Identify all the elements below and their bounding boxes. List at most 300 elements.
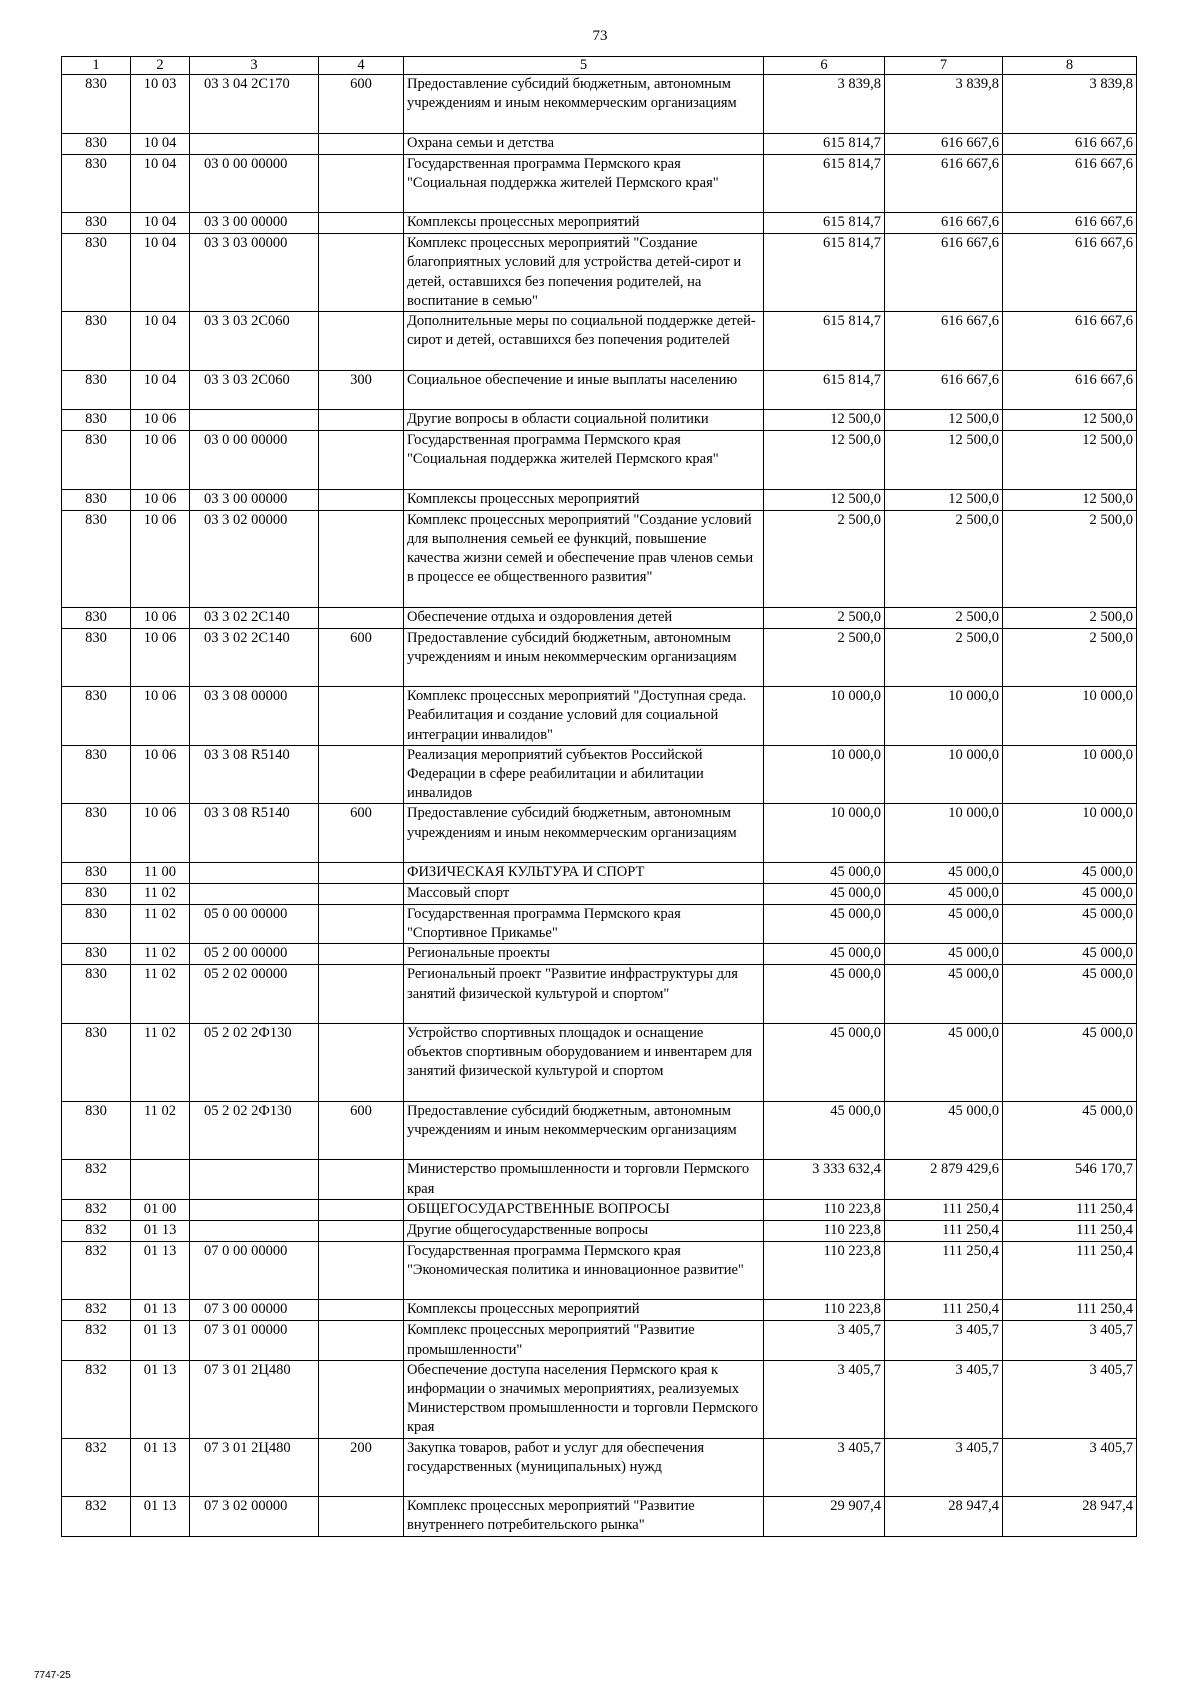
- amount-col6-cell: 3 405,7: [764, 1360, 885, 1438]
- amount-col7-cell: 2 500,0: [885, 510, 1003, 607]
- item-name-cell: Государственная программа Пермского края "Экономическая политика и инновационное развитие": [404, 1241, 764, 1300]
- department-code-cell: 830: [62, 883, 131, 904]
- target-article-cell: 07 0 00 00000: [190, 1241, 319, 1300]
- amount-col8-cell: 546 170,7: [1003, 1160, 1137, 1199]
- expense-type-cell: 200: [319, 1438, 404, 1497]
- amount-col7-cell: 45 000,0: [885, 883, 1003, 904]
- expense-type-cell: [319, 1300, 404, 1321]
- amount-col8-cell: 3 405,7: [1003, 1360, 1137, 1438]
- expense-type-cell: [319, 312, 404, 371]
- col-header-4: 4: [319, 57, 404, 75]
- department-code-cell: 830: [62, 628, 131, 687]
- department-code-cell: 832: [62, 1300, 131, 1321]
- section-code-cell: 10 04: [131, 154, 190, 213]
- amount-col8-cell: 45 000,0: [1003, 944, 1137, 965]
- amount-col8-cell: 111 250,4: [1003, 1199, 1137, 1220]
- expense-type-cell: 600: [319, 75, 404, 134]
- item-name-cell: Устройство спортивных площадок и оснащение объектов спортивным оборудованием и инвентарем для занятий физической культурой и спортом: [404, 1023, 764, 1101]
- item-name-cell: Охрана семьи и детства: [404, 133, 764, 154]
- amount-col8-cell: 111 250,4: [1003, 1220, 1137, 1241]
- item-name-cell: Государственная программа Пермского края "Спортивное Прикамье": [404, 904, 764, 943]
- footer-code: 7747-25: [34, 1670, 71, 1681]
- col-header-2: 2: [131, 57, 190, 75]
- expense-type-cell: 600: [319, 628, 404, 687]
- table-row: [62, 745, 1137, 804]
- table-row: [62, 234, 1137, 312]
- amount-col6-cell: 110 223,8: [764, 1300, 885, 1321]
- target-article-cell: [190, 883, 319, 904]
- amount-col8-cell: 10 000,0: [1003, 745, 1137, 804]
- table-row: [62, 1321, 1137, 1360]
- department-code-cell: 830: [62, 1101, 131, 1160]
- amount-col6-cell: 110 223,8: [764, 1241, 885, 1300]
- item-name-cell: Предоставление субсидий бюджетным, автономным учреждениям и иным некоммерческим организациям: [404, 628, 764, 687]
- amount-col7-cell: 616 667,6: [885, 370, 1003, 409]
- section-code-cell: 01 13: [131, 1438, 190, 1497]
- department-code-cell: 830: [62, 75, 131, 134]
- target-article-cell: 03 3 08 00000: [190, 687, 319, 746]
- amount-col8-cell: 45 000,0: [1003, 904, 1137, 943]
- target-article-cell: 07 3 01 2Ц480: [190, 1438, 319, 1497]
- department-code-cell: 832: [62, 1199, 131, 1220]
- amount-col7-cell: 3 405,7: [885, 1321, 1003, 1360]
- section-code-cell: 10 04: [131, 213, 190, 234]
- amount-col7-cell: 616 667,6: [885, 154, 1003, 213]
- table-row: [62, 904, 1137, 943]
- amount-col7-cell: 111 250,4: [885, 1300, 1003, 1321]
- item-name-cell: ОБЩЕГОСУДАРСТВЕННЫЕ ВОПРОСЫ: [404, 1199, 764, 1220]
- amount-col6-cell: 45 000,0: [764, 965, 885, 1024]
- col-header-6: 6: [764, 57, 885, 75]
- item-name-cell: Реализация мероприятий субъектов Российской Федерации в сфере реабилитации и абилитации инвалидов: [404, 745, 764, 804]
- target-article-cell: [190, 1220, 319, 1241]
- section-code-cell: 10 06: [131, 804, 190, 863]
- amount-col8-cell: 616 667,6: [1003, 234, 1137, 312]
- department-code-cell: 830: [62, 133, 131, 154]
- expense-type-cell: [319, 133, 404, 154]
- department-code-cell: 830: [62, 745, 131, 804]
- department-code-cell: 832: [62, 1497, 131, 1536]
- amount-col7-cell: 616 667,6: [885, 133, 1003, 154]
- amount-col7-cell: 616 667,6: [885, 312, 1003, 371]
- department-code-cell: 830: [62, 213, 131, 234]
- department-code-cell: 830: [62, 904, 131, 943]
- target-article-cell: 03 3 04 2С170: [190, 75, 319, 134]
- amount-col8-cell: 616 667,6: [1003, 154, 1137, 213]
- amount-col7-cell: 2 500,0: [885, 607, 1003, 628]
- amount-col6-cell: 615 814,7: [764, 370, 885, 409]
- amount-col8-cell: 10 000,0: [1003, 687, 1137, 746]
- amount-col7-cell: 3 405,7: [885, 1360, 1003, 1438]
- expense-type-cell: [319, 862, 404, 883]
- amount-col8-cell: 12 500,0: [1003, 409, 1137, 430]
- item-name-cell: Массовый спорт: [404, 883, 764, 904]
- target-article-cell: 03 3 03 00000: [190, 234, 319, 312]
- section-code-cell: 11 02: [131, 965, 190, 1024]
- target-article-cell: [190, 1160, 319, 1199]
- section-code-cell: 10 03: [131, 75, 190, 134]
- table-row: [62, 1160, 1137, 1199]
- expense-type-cell: [319, 1321, 404, 1360]
- amount-col6-cell: 12 500,0: [764, 489, 885, 510]
- target-article-cell: [190, 409, 319, 430]
- section-code-cell: 01 13: [131, 1321, 190, 1360]
- amount-col6-cell: 45 000,0: [764, 883, 885, 904]
- col-header-8: 8: [1003, 57, 1137, 75]
- section-code-cell: 01 13: [131, 1497, 190, 1536]
- expense-type-cell: [319, 1360, 404, 1438]
- item-name-cell: Предоставление субсидий бюджетным, автономным учреждениям и иным некоммерческим организациям: [404, 1101, 764, 1160]
- amount-col6-cell: 10 000,0: [764, 745, 885, 804]
- section-code-cell: 10 04: [131, 370, 190, 409]
- amount-col7-cell: 10 000,0: [885, 745, 1003, 804]
- amount-col8-cell: 12 500,0: [1003, 489, 1137, 510]
- amount-col6-cell: 110 223,8: [764, 1220, 885, 1241]
- department-code-cell: 830: [62, 804, 131, 863]
- col-header-5: 5: [404, 57, 764, 75]
- table-row: [62, 409, 1137, 430]
- amount-col6-cell: 45 000,0: [764, 944, 885, 965]
- table-body: [62, 75, 1137, 1537]
- table-row: [62, 312, 1137, 371]
- amount-col8-cell: 616 667,6: [1003, 312, 1137, 371]
- table-row: [62, 489, 1137, 510]
- target-article-cell: 05 0 00 00000: [190, 904, 319, 943]
- item-name-cell: Комплексы процессных мероприятий: [404, 1300, 764, 1321]
- amount-col6-cell: 29 907,4: [764, 1497, 885, 1536]
- expense-type-cell: [319, 904, 404, 943]
- target-article-cell: 03 3 02 2С140: [190, 607, 319, 628]
- amount-col6-cell: 615 814,7: [764, 154, 885, 213]
- expense-type-cell: [319, 430, 404, 489]
- amount-col7-cell: 28 947,4: [885, 1497, 1003, 1536]
- table-row: [62, 1101, 1137, 1160]
- amount-col6-cell: 3 405,7: [764, 1438, 885, 1497]
- department-code-cell: 832: [62, 1220, 131, 1241]
- amount-col7-cell: 12 500,0: [885, 489, 1003, 510]
- department-code-cell: 830: [62, 234, 131, 312]
- amount-col6-cell: 3 333 632,4: [764, 1160, 885, 1199]
- table-row: [62, 1199, 1137, 1220]
- amount-col6-cell: 2 500,0: [764, 510, 885, 607]
- expense-type-cell: [319, 213, 404, 234]
- amount-col6-cell: 3 405,7: [764, 1321, 885, 1360]
- amount-col6-cell: 45 000,0: [764, 1101, 885, 1160]
- department-code-cell: 830: [62, 510, 131, 607]
- department-code-cell: 830: [62, 154, 131, 213]
- table-row: [62, 628, 1137, 687]
- table-row: [62, 965, 1137, 1024]
- item-name-cell: Комплекс процессных мероприятий "Развитие промышленности": [404, 1321, 764, 1360]
- item-name-cell: Предоставление субсидий бюджетным, автономным учреждениям и иным некоммерческим организациям: [404, 75, 764, 134]
- department-code-cell: 830: [62, 312, 131, 371]
- section-code-cell: 10 06: [131, 510, 190, 607]
- target-article-cell: [190, 1199, 319, 1220]
- amount-col6-cell: 45 000,0: [764, 1023, 885, 1101]
- expense-type-cell: [319, 234, 404, 312]
- target-article-cell: 05 2 02 2Ф130: [190, 1101, 319, 1160]
- amount-col7-cell: 111 250,4: [885, 1199, 1003, 1220]
- department-code-cell: 832: [62, 1438, 131, 1497]
- target-article-cell: [190, 862, 319, 883]
- item-name-cell: Комплекс процессных мероприятий "Доступная среда. Реабилитация и создание условий для социальной интеграции инвалидов": [404, 687, 764, 746]
- target-article-cell: 03 3 02 00000: [190, 510, 319, 607]
- section-code-cell: 10 06: [131, 430, 190, 489]
- table-row: [62, 1497, 1137, 1536]
- target-article-cell: 07 3 01 2Ц480: [190, 1360, 319, 1438]
- amount-col7-cell: 45 000,0: [885, 944, 1003, 965]
- department-code-cell: 830: [62, 862, 131, 883]
- department-code-cell: 830: [62, 944, 131, 965]
- item-name-cell: Предоставление субсидий бюджетным, автономным учреждениям и иным некоммерческим организациям: [404, 804, 764, 863]
- amount-col7-cell: 111 250,4: [885, 1241, 1003, 1300]
- table-row: [62, 883, 1137, 904]
- section-code-cell: [131, 1160, 190, 1199]
- section-code-cell: 11 02: [131, 1101, 190, 1160]
- expense-type-cell: [319, 687, 404, 746]
- amount-col7-cell: 2 879 429,6: [885, 1160, 1003, 1199]
- expense-type-cell: [319, 1199, 404, 1220]
- table-row: [62, 430, 1137, 489]
- table-row: [62, 1023, 1137, 1101]
- amount-col6-cell: 45 000,0: [764, 904, 885, 943]
- amount-col8-cell: 616 667,6: [1003, 370, 1137, 409]
- table-row: [62, 862, 1137, 883]
- table-row: [62, 1438, 1137, 1497]
- amount-col6-cell: 615 814,7: [764, 234, 885, 312]
- section-code-cell: 10 06: [131, 745, 190, 804]
- section-code-cell: 10 04: [131, 312, 190, 371]
- target-article-cell: 07 3 01 00000: [190, 1321, 319, 1360]
- expense-type-cell: [319, 607, 404, 628]
- page-number: 73: [592, 28, 608, 44]
- amount-col7-cell: 616 667,6: [885, 234, 1003, 312]
- table-row: [62, 944, 1137, 965]
- section-code-cell: 11 02: [131, 1023, 190, 1101]
- amount-col7-cell: 45 000,0: [885, 1101, 1003, 1160]
- section-code-cell: 11 02: [131, 944, 190, 965]
- amount-col7-cell: 3 405,7: [885, 1438, 1003, 1497]
- amount-col6-cell: 2 500,0: [764, 607, 885, 628]
- expense-type-cell: [319, 1023, 404, 1101]
- amount-col7-cell: 12 500,0: [885, 409, 1003, 430]
- target-article-cell: 03 3 08 R5140: [190, 804, 319, 863]
- department-code-cell: 830: [62, 409, 131, 430]
- target-article-cell: 03 3 03 2С060: [190, 370, 319, 409]
- amount-col8-cell: 2 500,0: [1003, 510, 1137, 607]
- table-row: [62, 133, 1137, 154]
- amount-col7-cell: 10 000,0: [885, 804, 1003, 863]
- target-article-cell: 03 0 00 00000: [190, 430, 319, 489]
- expense-type-cell: [319, 510, 404, 607]
- expense-type-cell: [319, 1241, 404, 1300]
- table-row: [62, 1241, 1137, 1300]
- amount-col8-cell: 616 667,6: [1003, 213, 1137, 234]
- target-article-cell: 05 2 00 00000: [190, 944, 319, 965]
- amount-col6-cell: 615 814,7: [764, 133, 885, 154]
- section-code-cell: 10 06: [131, 489, 190, 510]
- amount-col8-cell: 3 839,8: [1003, 75, 1137, 134]
- table-row: [62, 154, 1137, 213]
- amount-col6-cell: 615 814,7: [764, 213, 885, 234]
- expense-type-cell: [319, 883, 404, 904]
- section-code-cell: 10 06: [131, 687, 190, 746]
- item-name-cell: Обеспечение отдыха и оздоровления детей: [404, 607, 764, 628]
- amount-col7-cell: 45 000,0: [885, 862, 1003, 883]
- table-row: [62, 1220, 1137, 1241]
- department-code-cell: 830: [62, 1023, 131, 1101]
- section-code-cell: 01 13: [131, 1220, 190, 1241]
- amount-col8-cell: 111 250,4: [1003, 1300, 1137, 1321]
- section-code-cell: 01 00: [131, 1199, 190, 1220]
- amount-col8-cell: 3 405,7: [1003, 1438, 1137, 1497]
- amount-col7-cell: 616 667,6: [885, 213, 1003, 234]
- table-row: [62, 804, 1137, 863]
- item-name-cell: Обеспечение доступа населения Пермского края к информации о значимых мероприятиях, реализуемых Министерством промышленности и торговли Пермского края: [404, 1360, 764, 1438]
- department-code-cell: 832: [62, 1160, 131, 1199]
- amount-col8-cell: 45 000,0: [1003, 1101, 1137, 1160]
- target-article-cell: 05 2 02 2Ф130: [190, 1023, 319, 1101]
- department-code-cell: 832: [62, 1321, 131, 1360]
- amount-col8-cell: 2 500,0: [1003, 628, 1137, 687]
- expense-type-cell: 300: [319, 370, 404, 409]
- department-code-cell: 830: [62, 370, 131, 409]
- amount-col8-cell: 45 000,0: [1003, 883, 1137, 904]
- amount-col7-cell: 111 250,4: [885, 1220, 1003, 1241]
- target-article-cell: 03 3 00 00000: [190, 489, 319, 510]
- target-article-cell: 05 2 02 00000: [190, 965, 319, 1024]
- target-article-cell: 07 3 02 00000: [190, 1497, 319, 1536]
- table-row: [62, 213, 1137, 234]
- section-code-cell: 11 02: [131, 904, 190, 943]
- amount-col8-cell: 28 947,4: [1003, 1497, 1137, 1536]
- amount-col6-cell: 12 500,0: [764, 430, 885, 489]
- item-name-cell: Министерство промышленности и торговли Пермского края: [404, 1160, 764, 1199]
- expense-type-cell: [319, 154, 404, 213]
- amount-col7-cell: 45 000,0: [885, 1023, 1003, 1101]
- department-code-cell: 830: [62, 965, 131, 1024]
- item-name-cell: ФИЗИЧЕСКАЯ КУЛЬТУРА И СПОРТ: [404, 862, 764, 883]
- item-name-cell: Государственная программа Пермского края "Социальная поддержка жителей Пермского края": [404, 154, 764, 213]
- amount-col8-cell: 12 500,0: [1003, 430, 1137, 489]
- expense-type-cell: [319, 409, 404, 430]
- col-header-3: 3: [190, 57, 319, 75]
- department-code-cell: 832: [62, 1241, 131, 1300]
- item-name-cell: Комплексы процессных мероприятий: [404, 489, 764, 510]
- expense-type-cell: [319, 489, 404, 510]
- amount-col7-cell: 12 500,0: [885, 430, 1003, 489]
- department-code-cell: 830: [62, 687, 131, 746]
- table-row: [62, 687, 1137, 746]
- amount-col7-cell: 45 000,0: [885, 965, 1003, 1024]
- amount-col7-cell: 10 000,0: [885, 687, 1003, 746]
- amount-col6-cell: 10 000,0: [764, 687, 885, 746]
- expense-type-cell: 600: [319, 804, 404, 863]
- target-article-cell: 03 3 08 R5140: [190, 745, 319, 804]
- amount-col6-cell: 2 500,0: [764, 628, 885, 687]
- section-code-cell: 10 06: [131, 628, 190, 687]
- amount-col8-cell: 45 000,0: [1003, 862, 1137, 883]
- item-name-cell: Комплексы процессных мероприятий: [404, 213, 764, 234]
- target-article-cell: 03 3 02 2С140: [190, 628, 319, 687]
- expense-type-cell: [319, 965, 404, 1024]
- item-name-cell: Дополнительные меры по социальной поддержке детей-сирот и детей, оставшихся без попечения родителей: [404, 312, 764, 371]
- amount-col6-cell: 3 839,8: [764, 75, 885, 134]
- amount-col6-cell: 615 814,7: [764, 312, 885, 371]
- section-code-cell: 01 13: [131, 1360, 190, 1438]
- amount-col7-cell: 3 839,8: [885, 75, 1003, 134]
- expense-type-cell: [319, 1497, 404, 1536]
- section-code-cell: 01 13: [131, 1241, 190, 1300]
- amount-col8-cell: 111 250,4: [1003, 1241, 1137, 1300]
- col-header-7: 7: [885, 57, 1003, 75]
- section-code-cell: 10 04: [131, 133, 190, 154]
- section-code-cell: 01 13: [131, 1300, 190, 1321]
- item-name-cell: Закупка товаров, работ и услуг для обеспечения государственных (муниципальных) нужд: [404, 1438, 764, 1497]
- item-name-cell: Региональный проект "Развитие инфраструктуры для занятий физической культурой и спортом": [404, 965, 764, 1024]
- target-article-cell: 07 3 00 00000: [190, 1300, 319, 1321]
- amount-col8-cell: 45 000,0: [1003, 965, 1137, 1024]
- budget-table: [61, 56, 1137, 1537]
- amount-col8-cell: 616 667,6: [1003, 133, 1137, 154]
- department-code-cell: 832: [62, 1360, 131, 1438]
- target-article-cell: 03 3 03 2С060: [190, 312, 319, 371]
- target-article-cell: [190, 133, 319, 154]
- expense-type-cell: 600: [319, 1101, 404, 1160]
- table-row: [62, 1360, 1137, 1438]
- table-row: [62, 1300, 1137, 1321]
- section-code-cell: 10 04: [131, 234, 190, 312]
- expense-type-cell: [319, 745, 404, 804]
- table-row: [62, 607, 1137, 628]
- item-name-cell: Другие общегосударственные вопросы: [404, 1220, 764, 1241]
- amount-col8-cell: 10 000,0: [1003, 804, 1137, 863]
- section-code-cell: 10 06: [131, 409, 190, 430]
- section-code-cell: 10 06: [131, 607, 190, 628]
- expense-type-cell: [319, 944, 404, 965]
- table-row: [62, 510, 1137, 607]
- amount-col7-cell: 45 000,0: [885, 904, 1003, 943]
- department-code-cell: 830: [62, 489, 131, 510]
- target-article-cell: 03 3 00 00000: [190, 213, 319, 234]
- amount-col8-cell: 3 405,7: [1003, 1321, 1137, 1360]
- expense-type-cell: [319, 1160, 404, 1199]
- table-row: [62, 75, 1137, 134]
- item-name-cell: Комплекс процессных мероприятий "Развитие внутреннего потребительского рынка": [404, 1497, 764, 1536]
- header-row: [62, 57, 1137, 75]
- amount-col8-cell: 2 500,0: [1003, 607, 1137, 628]
- item-name-cell: Государственная программа Пермского края "Социальная поддержка жителей Пермского края": [404, 430, 764, 489]
- amount-col7-cell: 2 500,0: [885, 628, 1003, 687]
- section-code-cell: 11 02: [131, 883, 190, 904]
- item-name-cell: Другие вопросы в области социальной политики: [404, 409, 764, 430]
- amount-col6-cell: 10 000,0: [764, 804, 885, 863]
- expense-type-cell: [319, 1220, 404, 1241]
- target-article-cell: 03 0 00 00000: [190, 154, 319, 213]
- amount-col6-cell: 110 223,8: [764, 1199, 885, 1220]
- col-header-1: 1: [62, 57, 131, 75]
- item-name-cell: Комплекс процессных мероприятий "Создание благоприятных условий для устройства детей-сирот и детей, оставшихся без попечения родителей, на воспитание в семью": [404, 234, 764, 312]
- section-code-cell: 11 00: [131, 862, 190, 883]
- department-code-cell: 830: [62, 430, 131, 489]
- amount-col6-cell: 12 500,0: [764, 409, 885, 430]
- amount-col8-cell: 45 000,0: [1003, 1023, 1137, 1101]
- department-code-cell: 830: [62, 607, 131, 628]
- item-name-cell: Комплекс процессных мероприятий "Создание условий для выполнения семьей ее функций, повышение качества жизни семей и обеспечение прав членов семьи в процессе ее общественного развития": [404, 510, 764, 607]
- item-name-cell: Региональные проекты: [404, 944, 764, 965]
- table-row: [62, 370, 1137, 409]
- amount-col6-cell: 45 000,0: [764, 862, 885, 883]
